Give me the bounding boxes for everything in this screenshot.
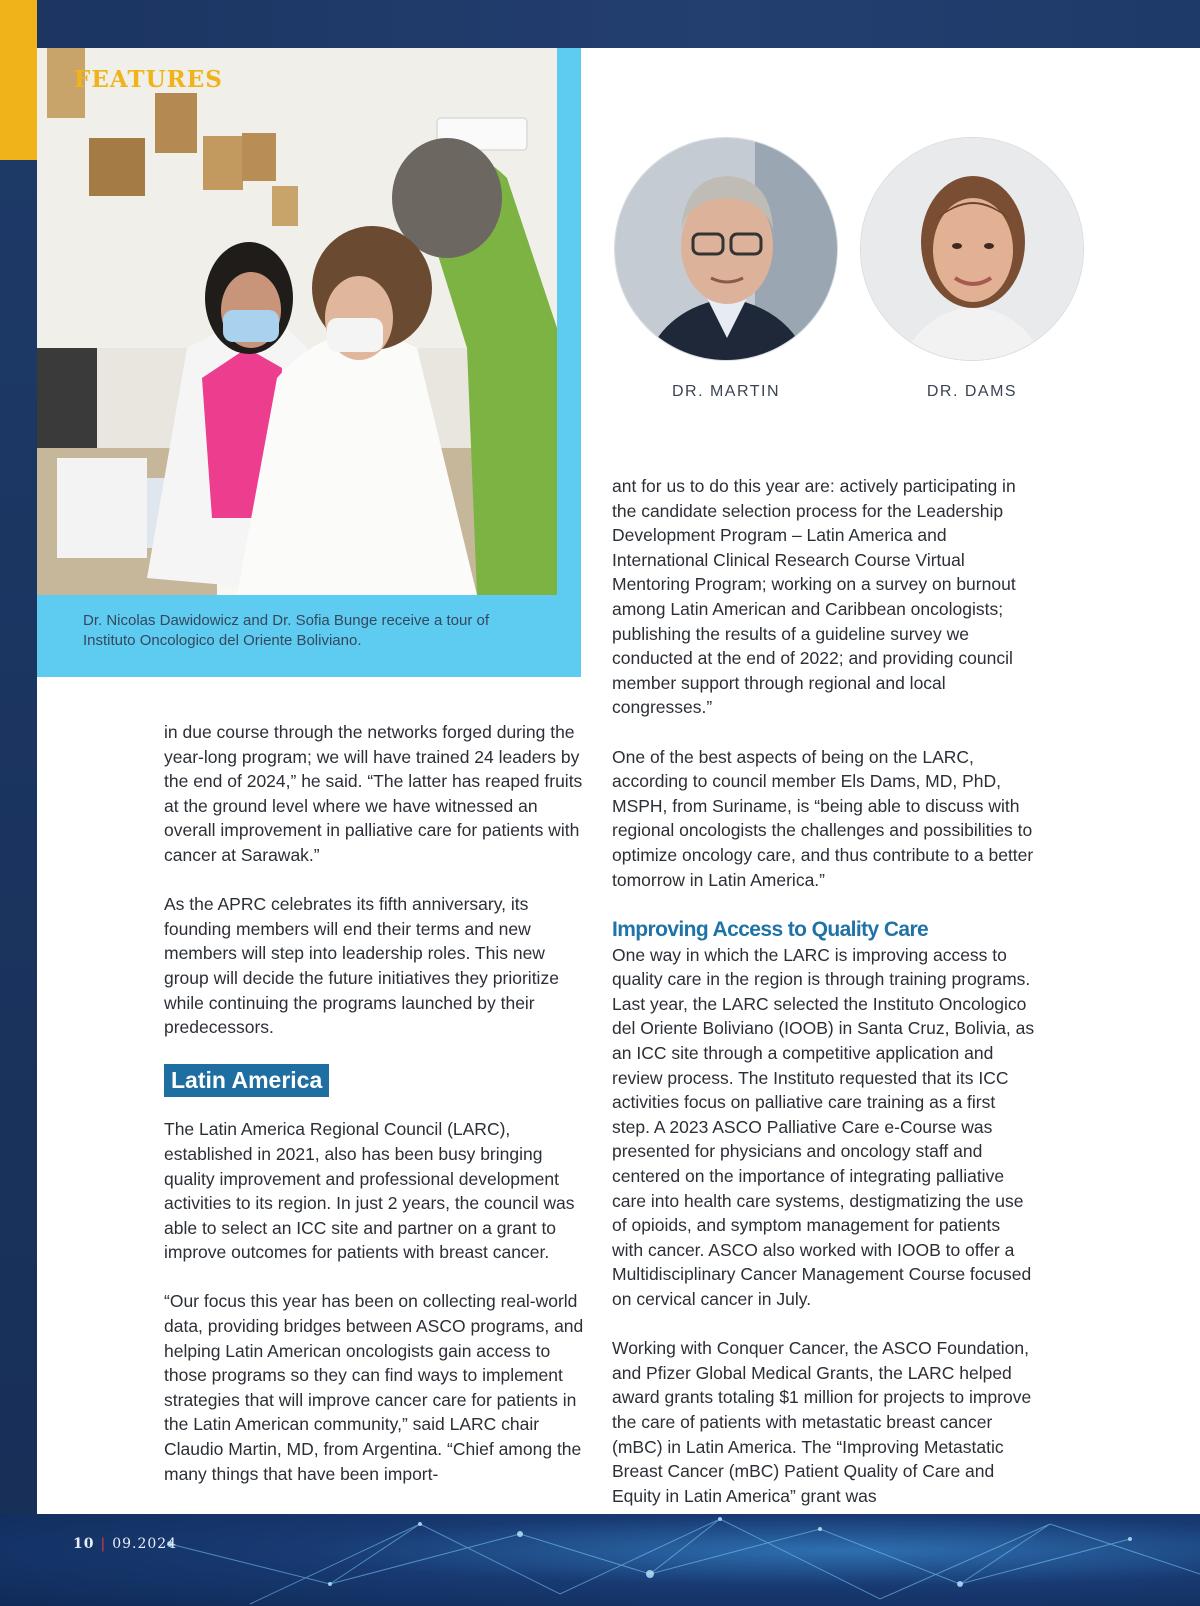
portrait-dr-martin — [614, 137, 838, 361]
section-label: FEATURES — [74, 66, 223, 93]
portrait-name-martin: DR. MARTIN — [671, 383, 781, 400]
left-paragraph-3: The Latin America Regional Council (LARC), established in 2021, also has been busy bringing quality improvement and professional development activities to its region. In just 2 years, the council was able to select an ICC site and partner on a grant to improve outcomes for patients with breast cancer. — [164, 1119, 575, 1263]
photo-caption: Dr. Nicolas Dawidowicz and Dr. Sofia Bunge receive a tour of Instituto Oncologico del Oriente Boliviano. — [83, 612, 490, 649]
clinic-photo — [37, 48, 557, 595]
right-paragraph-4: Working with Conquer Cancer, the ASCO Foundation, and Pfizer Global Medical Grants, the LARC helped award grants totaling $1 million for projects to improve the care of patients with metastatic breast cancer (mBC) in Latin America. The “Improving Metastatic Breast Cancer (mBC) Patient Quality of Care and Equity in Latin America” grant was — [612, 1338, 1032, 1506]
section-accent-tab — [0, 0, 37, 160]
right-column — [612, 474, 1036, 1533]
left-frame-band — [0, 0, 37, 1606]
page-folio — [73, 1536, 177, 1552]
footer-band — [0, 1514, 1200, 1606]
left-column — [164, 720, 588, 1511]
right-paragraph-3: One way in which the LARC is improving access to quality care in the region is through training programs. Last year, the LARC selected the Instituto Oncologico del Oriente Boliviano (IOOB) in Santa Cruz, Bolivia, as an ICC site through a competitive application and review process. The Instituto requested that its ICC activities focus on palliative care training as a first step. A 2023 ASCO Palliative Care e-Course was presented for physicians and oncology staff and centered on the importance of integrating palliative care into health care systems, destigmatizing the use of opioids, and symptom management for patients with cancer. ASCO also worked with IOOB to offer a Multidisciplinary Cancer Management Course focused on cervical cancer in July. — [612, 944, 1035, 1309]
left-paragraph-2: As the APRC celebrates its fifth anniversary, its founding members will end their terms and new members will step into leadership roles. This new group will decide the future initiatives they prioritize while continuing the programs launched by their predecessors. — [164, 894, 559, 1038]
portrait-name-dams: DR. DAMS — [926, 383, 1018, 400]
subheading-access: Improving Access to Quality Care — [612, 917, 929, 941]
left-paragraph-1: in due course through the networks forged during the year-long program; we will have trained 24 leaders by the end of 2024,” he said. “The latter has reaped fruits at the ground level where we have witnessed an overall improvement in palliative care for patients with cancer at Sarawak.” — [164, 722, 583, 865]
section-heading-latin-america: Latin America — [164, 1064, 329, 1097]
issue-date: 09.2024 — [112, 1536, 178, 1552]
right-paragraph-1: ant for us to do this year are: actively participating in the candidate selection process for the Leadership Development Program – Latin America and International Clinical Research Course Virtual Mentoring Program; working on a survey on burnout among Latin American and Caribbean oncologists; publishing the results of a guideline survey we conducted at the end of 2022; and providing council member support through regional and local congresses.” — [612, 476, 1016, 718]
right-paragraph-2: One of the best aspects of being on the LARC, according to council member Els Dams, MD, PhD, MSPH, from Suriname, is “being able to discuss with regional oncologists the challenges and possibilities to optimize oncology care, and thus contribute to a better tomorrow in Latin America.” — [612, 746, 1034, 890]
left-paragraph-4: “Our focus this year has been on collecting real-world data, providing bridges between ASCO programs, and helping Latin American oncologists gain access to those programs so they can find ways to implement strategies that will improve cancer care for patients in the Latin American community,” said LARC chair Claudio Martin, MD, from Argentina. “Chief among the many things that have been import- — [164, 1291, 584, 1484]
portrait-dr-dams — [860, 137, 1084, 361]
page-number: 10 — [73, 1536, 95, 1552]
folio-divider: | — [100, 1536, 107, 1552]
top-frame-band — [0, 0, 1200, 48]
